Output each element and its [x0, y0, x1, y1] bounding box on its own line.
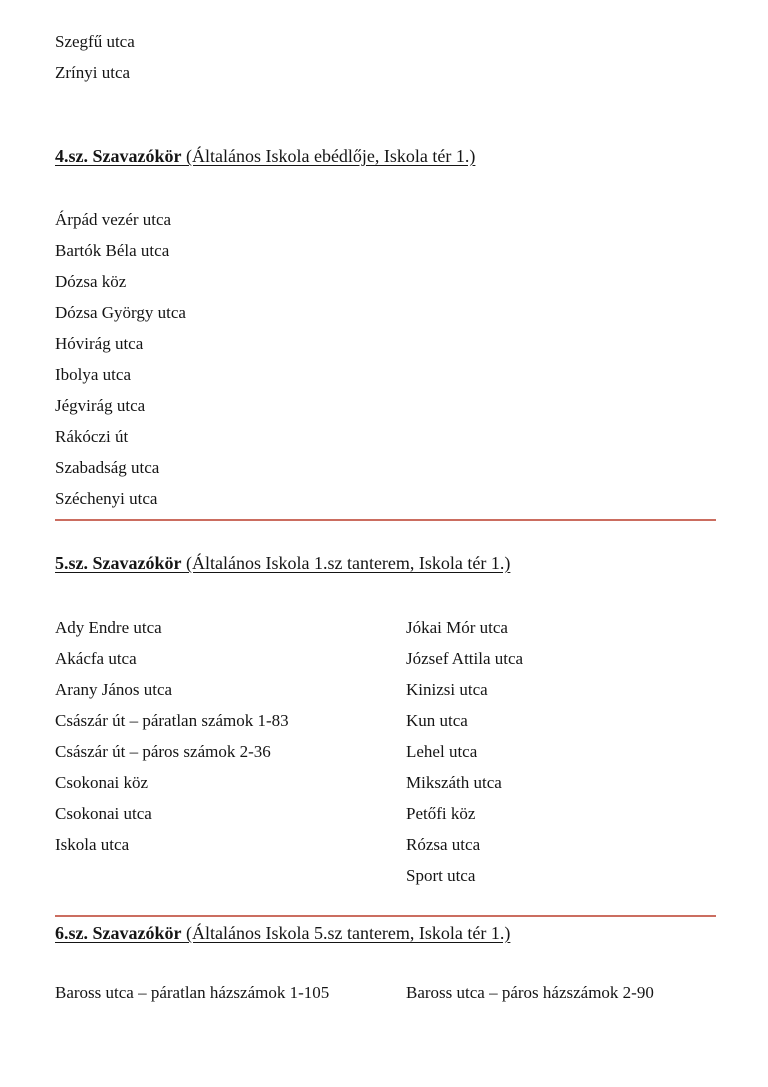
- street-item: Iskola utca: [55, 835, 130, 854]
- section-4-street-list: [55, 204, 716, 514]
- street-item: Rákóczi út: [55, 427, 129, 446]
- street-item: Rózsa utca: [406, 835, 481, 854]
- street-item: Akácfa utca: [55, 649, 137, 668]
- street-item: Császár út – páratlan számok 1-83: [55, 711, 289, 730]
- section-6-heading-title: 6.sz. Szavazókör: [55, 923, 182, 943]
- street-item: Bartók Béla utca: [55, 241, 170, 260]
- section-5-heading: [55, 548, 716, 579]
- section-4-heading: [55, 141, 716, 172]
- street-item: Kinizsi utca: [406, 680, 488, 699]
- section-6-left-column: [55, 977, 406, 1008]
- section-6-right-column: [406, 977, 716, 1008]
- section-5-right-column: [406, 612, 716, 891]
- street-item: Dózsa György utca: [55, 303, 186, 322]
- section-5-street-columns: [55, 612, 716, 891]
- street-item: Császár út – páros számok 2-36: [55, 742, 271, 761]
- street-item: Szabadság utca: [55, 458, 160, 477]
- street-item: Széchenyi utca: [55, 489, 158, 508]
- street-item: Baross utca – páratlan házszámok 1-105: [55, 983, 330, 1002]
- street-item: Sport utca: [406, 866, 476, 885]
- section-6-heading: [55, 918, 716, 949]
- street-item: Árpád vezér utca: [55, 210, 172, 229]
- street-item: Baross utca – páros házszámok 2-90: [406, 983, 654, 1002]
- street-item: József Attila utca: [406, 649, 524, 668]
- section-5-heading-title: 5.sz. Szavazókör: [55, 553, 182, 573]
- section-6-heading-location: (Általános Iskola 5.sz tanterem, Iskola tér 1.): [185, 923, 511, 943]
- intro-street-list: [55, 26, 716, 88]
- street-item: Jókai Mór utca: [406, 618, 508, 637]
- street-item: Lehel utca: [406, 742, 478, 761]
- section-6-street-columns: [55, 977, 716, 1008]
- street-item: Szegfű utca: [55, 32, 135, 51]
- street-item: Mikszáth utca: [406, 773, 502, 792]
- street-item: Kun utca: [406, 711, 468, 730]
- street-item: Ady Endre utca: [55, 618, 162, 637]
- street-item: Arany János utca: [55, 680, 173, 699]
- section-5-heading-location: (Általános Iskola 1.sz tanterem, Iskola tér 1.): [185, 553, 511, 573]
- section-4-heading-location: (Általános Iskola ebédlője, Iskola tér 1.): [185, 146, 476, 166]
- street-item: Dózsa köz: [55, 272, 127, 291]
- street-item: Zrínyi utca: [55, 63, 131, 82]
- street-item: Ibolya utca: [55, 365, 131, 384]
- section-4-heading-title: 4.sz. Szavazókör: [55, 146, 182, 166]
- section-divider: [55, 915, 716, 917]
- section-divider: [55, 519, 716, 521]
- street-item: Csokonai utca: [55, 804, 152, 823]
- street-item: Csokonai köz: [55, 773, 149, 792]
- street-item: Petőfi köz: [406, 804, 476, 823]
- street-item: Hóvirág utca: [55, 334, 144, 353]
- street-item: Jégvirág utca: [55, 396, 146, 415]
- section-5-left-column: [55, 612, 406, 860]
